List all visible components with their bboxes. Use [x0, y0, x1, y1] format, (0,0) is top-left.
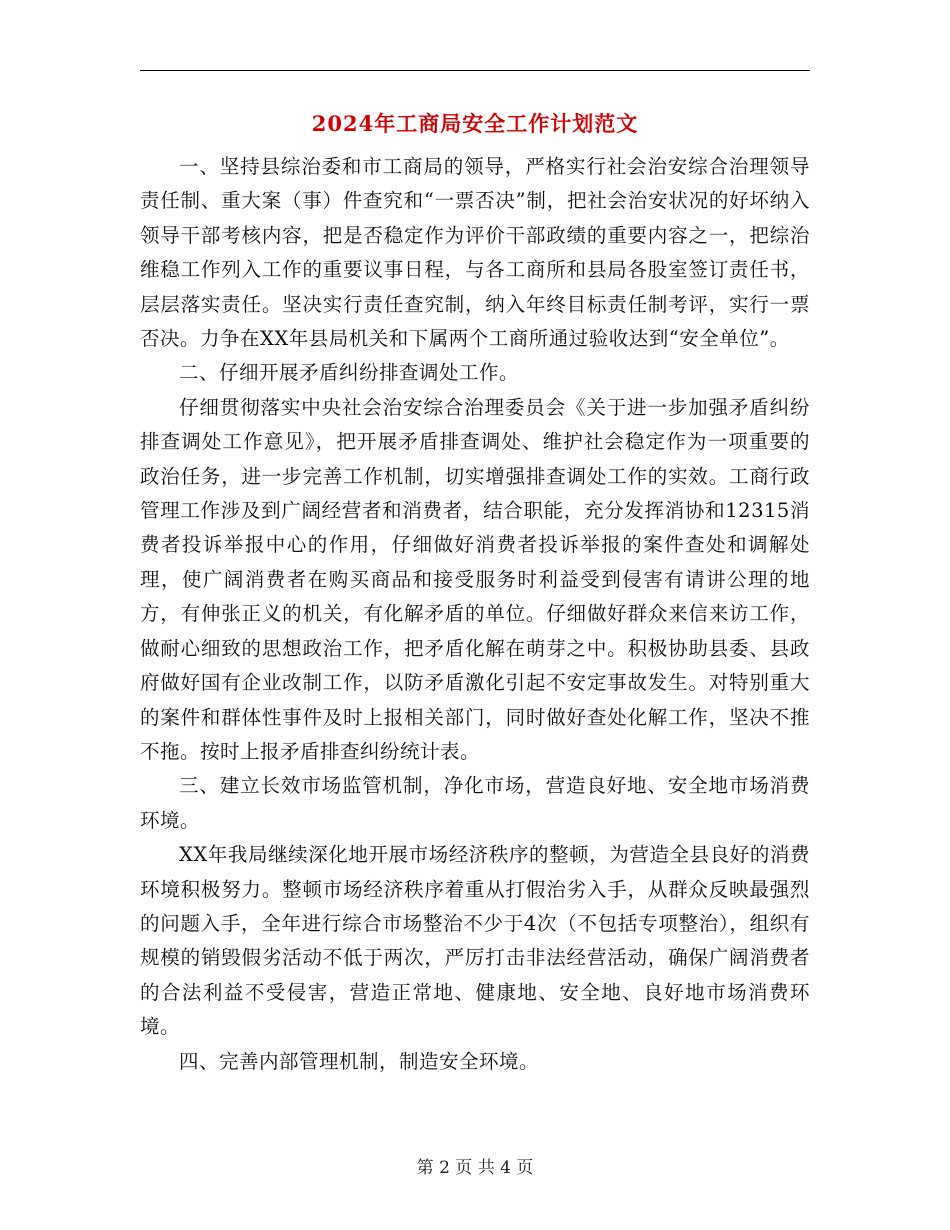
- paragraph-section-1: 一、坚持县综治委和市工商局的领导，严格实行社会治安综合治理领导责任制、重大案（事）件查究和“一票否决”制，把社会治安状况的好坏纳入领导干部考核内容，把是否稳定作为评价干部政绩的重要内容之一，把综治维稳工作列入工作的重要议事日程，与各工商所和县局各股室签订责任书，层层落实责任。坚决实行责任查究制，纳入年终目标责任制考评，实行一票否决。力争在XX年县局机关和下属两个工商所通过验收达到“安全单位”。: [140, 155, 810, 351]
- heading-section-3: 三、建立长效市场监管机制，净化市场，营造良好地、安全地市场消费环境。: [140, 774, 810, 832]
- header-rule: [140, 70, 810, 71]
- page-footer: 第 2 页 共 4 页: [416, 1158, 534, 1178]
- paragraph-section-3: XX年我局继续深化地开展市场经济秩序的整顿，为营造全县良好的消费环境积极努力。整顿市场经济秩序着重从打假治劣入手，从群众反映最强烈的问题入手，全年进行综合市场整治不少于4次（不包括专项整治），组织有规模的销毁假劣活动不低于两次，严厉打击非法经营活动，确保广阔消费者的合法利益不受侵害，营造正常地、健康地、安全地、良好地市场消费环境。: [140, 843, 810, 1039]
- document-body: [140, 150, 810, 1079]
- paragraph-section-2: 仔细贯彻落实中央社会治安综合治理委员会《关于进一步加强矛盾纠纷排查调处工作意见》，把开展矛盾排查调处、维护社会稳定作为一项重要的政治任务，进一步完善工作机制，切实增强排查调处工作的实效。工商行政管理工作涉及到广阔经营者和消费者，结合职能，充分发挥消协和12315消费者投诉举报中心的作用，仔细做好消费者投诉举报的案件查处和调解处理，使广阔消费者在购买商品和接受服务时利益受到侵害有请讲公理的地方，有伸张正义的机关，有化解矛盾的单位。仔细做好群众来信来访工作，做耐心细致的思想政治工作，把矛盾化解在萌芽之中。积极协助县委、县政府做好国有企业改制工作，以防矛盾激化引起不安定事故发生。对特别重大的案件和群体性事件及时上报相关部门，同时做好查处化解工作，坚决不推不拖。按时上报矛盾排查纠纷统计表。: [140, 395, 810, 763]
- heading-section-2: 二、仔细开展矛盾纠纷排查调处工作。: [179, 361, 520, 385]
- document-title: 2024年工商局安全工作计划范文: [311, 111, 639, 136]
- heading-section-4: 四、完善内部管理机制，制造安全环境。: [179, 1049, 540, 1073]
